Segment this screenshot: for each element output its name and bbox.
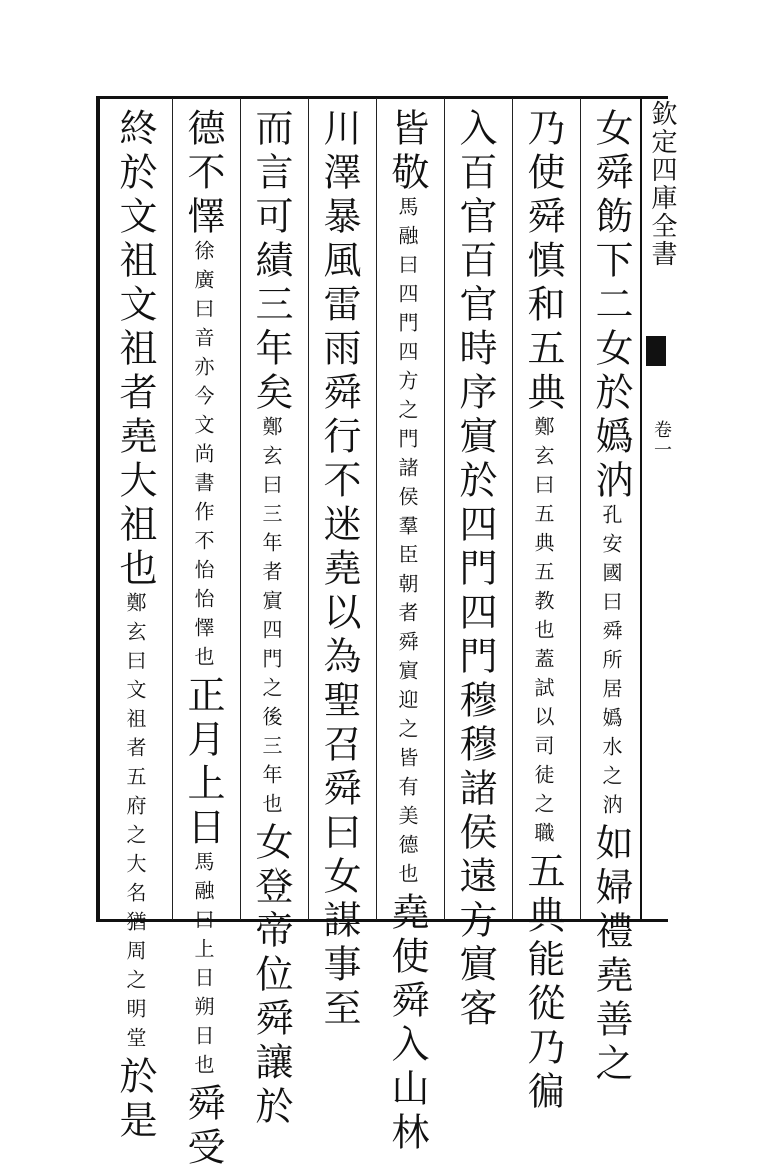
- commentary-line: 書作不怡怡懌也: [191, 472, 215, 675]
- commentary-line: 馬融曰上: [191, 851, 215, 967]
- commentary-line: 鄭玄曰文祖者五府: [123, 592, 147, 824]
- text-column: [317, 108, 361, 1032]
- text-column: [589, 108, 633, 1087]
- main-text: 而言可績三年矣: [249, 108, 293, 416]
- main-text: 正月上日: [181, 675, 225, 851]
- main-text: 入百官百官時序賔於四門四門穆穆諸侯遠方賔客: [453, 108, 497, 1032]
- column-rule: [580, 98, 581, 920]
- fishtail-mark: [646, 336, 666, 366]
- commentary-annotation: [601, 504, 621, 823]
- text-column: [113, 108, 157, 1144]
- commentary-line: 蓋試以司徒之職: [531, 648, 555, 851]
- column-rule: [172, 98, 173, 920]
- commentary-annotation: [193, 851, 213, 1083]
- margin-volume-label: 卷一: [651, 420, 672, 460]
- main-text: 於是: [113, 1056, 157, 1144]
- text-column: [181, 108, 225, 1171]
- commentary-line: 臣朝者舜賔迎之皆有美德也: [395, 544, 419, 892]
- main-text: 川澤暴風雷雨舜行不迷堯以為聖召舜曰女謀事至: [317, 108, 361, 1032]
- commentary-line: 鄭玄曰五典五教也: [531, 416, 555, 648]
- commentary-line: 馬融曰四門四方之門諸侯羣: [395, 196, 419, 544]
- commentary-annotation: [193, 240, 213, 675]
- main-text: 乃使舜慎和五典: [521, 108, 565, 416]
- main-text: 堯使舜入山林: [385, 892, 429, 1156]
- main-text: 五典能從乃徧: [521, 851, 565, 1115]
- main-text: 德不懌: [181, 108, 225, 240]
- main-text: 終於文祖文祖者堯大祖也: [113, 108, 157, 592]
- column-rule: [512, 98, 513, 920]
- commentary-annotation: [261, 416, 281, 822]
- commentary-line: 四門之後三年也: [259, 619, 283, 822]
- column-rule: [240, 98, 241, 920]
- commentary-line: 居嬀水之汭: [599, 678, 623, 823]
- column-rule: [308, 98, 309, 920]
- commentary-line: 鄭玄曰三年者賔: [259, 416, 283, 619]
- commentary-annotation: [397, 196, 417, 892]
- commentary-line: 之大名猶周之明堂: [123, 824, 147, 1056]
- commentary-line: 日朔日也: [191, 967, 215, 1083]
- main-text: 皆敬: [385, 108, 429, 196]
- commentary-line: 孔安國曰舜所: [599, 504, 623, 678]
- column-rule: [444, 98, 445, 920]
- text-column: [249, 108, 293, 1130]
- text-column: [385, 108, 429, 1156]
- commentary-annotation: [125, 592, 145, 1056]
- text-column: [453, 108, 497, 1032]
- main-text: 女登帝位舜讓於: [249, 822, 293, 1130]
- margin-book-title: 欽定四庫全書: [647, 100, 677, 268]
- commentary-line: 徐廣曰音亦今文尚: [191, 240, 215, 472]
- main-text: 舜受: [181, 1083, 225, 1171]
- column-rule: [376, 98, 377, 920]
- commentary-annotation: [533, 416, 553, 851]
- main-text: 如婦禮堯善之: [589, 823, 633, 1087]
- text-column: [521, 108, 565, 1115]
- main-text: 女舜飭下二女於嬀汭: [589, 108, 633, 504]
